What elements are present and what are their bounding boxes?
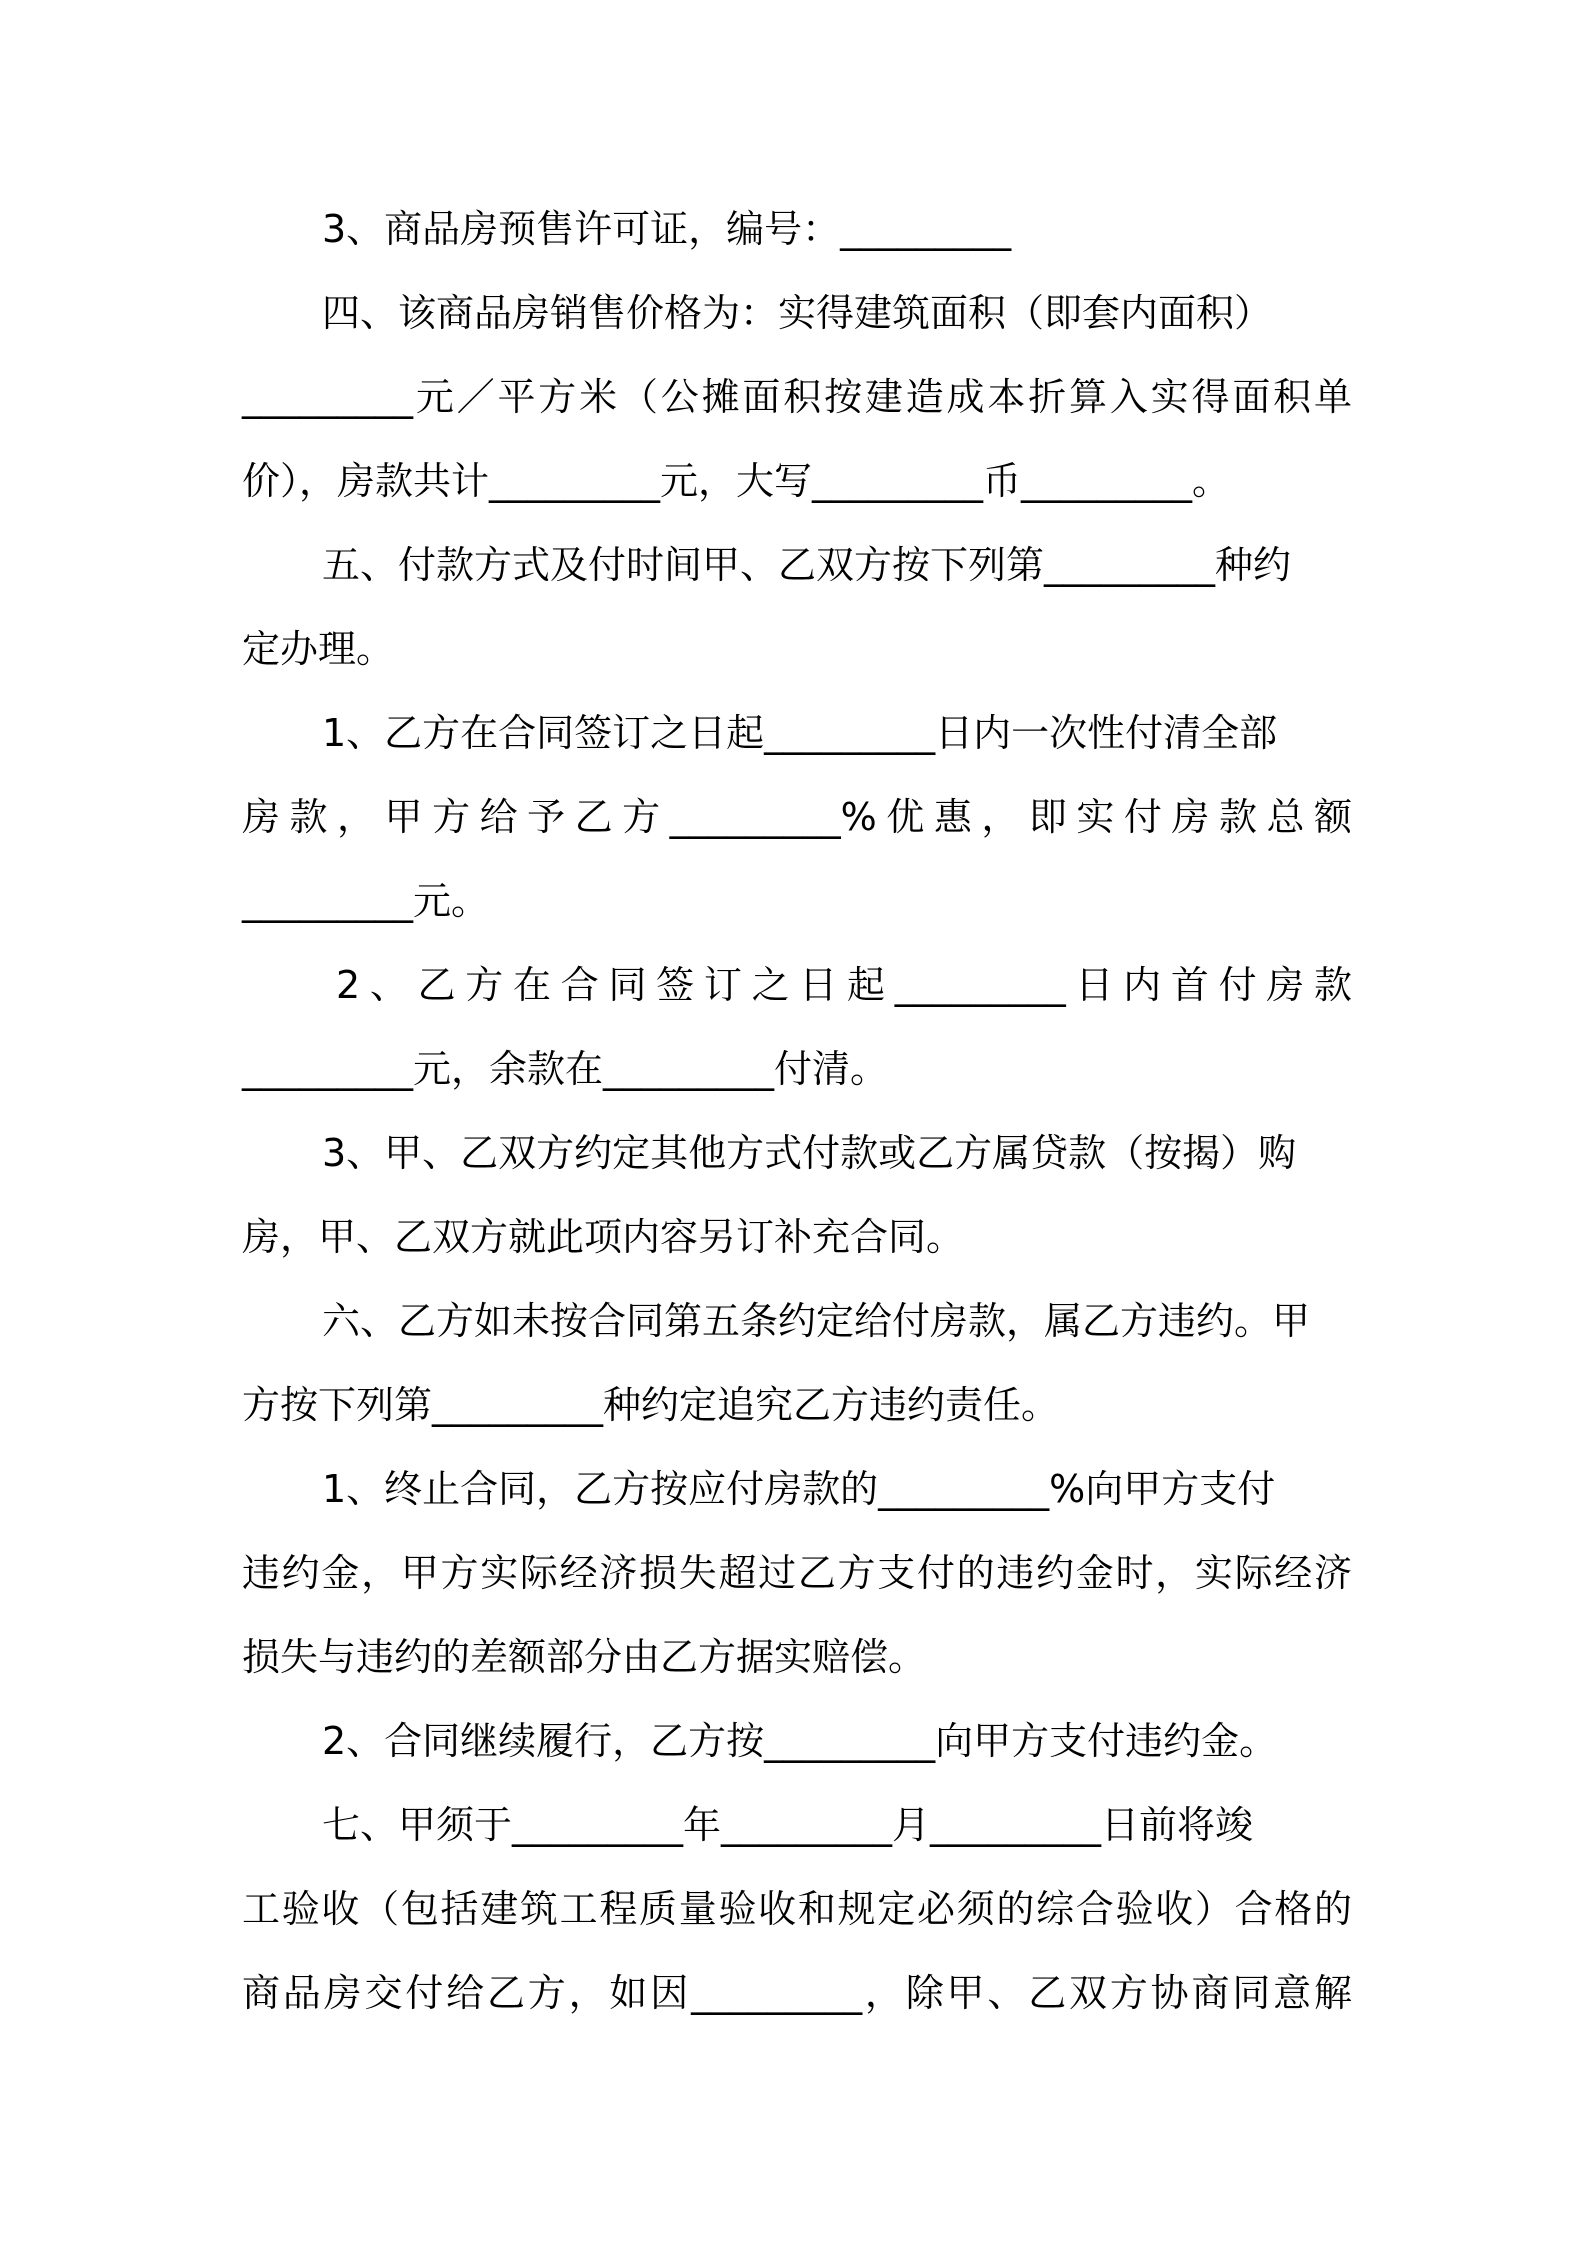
clause-line: 1、乙方在合同签订之日起_________日内一次性付清全部: [322, 711, 1278, 755]
clause-line: _________元，余款在_________付清。: [242, 1047, 889, 1091]
clause-line: 违约金，甲方实际经济损失超过乙方支付的违约金时，实际经济: [242, 1551, 1352, 1595]
clause-line: 七、甲须于_________年_________月_________日前将竣: [322, 1803, 1254, 1847]
clause-line: 1、终止合同，乙方按应付房款的_________%向甲方支付: [322, 1467, 1276, 1511]
clause-line: 3、甲、乙双方约定其他方式付款或乙方属贷款（按揭）购: [322, 1131, 1297, 1175]
clause-line: 商品房交付给乙方，如因_________，除甲、乙双方协商同意解: [242, 1971, 1352, 2015]
clause-line: 工验收（包括建筑工程质量验收和规定必须的综合验收）合格的: [242, 1887, 1352, 1931]
clause-line: 房，甲、乙双方就此项内容另订补充合同。: [242, 1215, 965, 1259]
clause-line: 四、该商品房销售价格为：实得建筑面积（即套内面积）: [322, 291, 1273, 335]
clause-line: _________元／平方米（公摊面积按建造成本折算入实得面积单: [242, 375, 1352, 419]
clause-line: 房款，甲方给予乙方_________%优惠，即实付房款总额: [242, 795, 1352, 839]
clause-line: 3、商品房预售许可证，编号：_________: [322, 207, 1012, 251]
clause-line: 2、合同继续履行，乙方按_________向甲方支付违约金。: [322, 1719, 1278, 1763]
clause-line: 价），房款共计_________元，大写_________币_________。: [242, 459, 1231, 503]
clause-line: 2、乙方在合同签订之日起_________日内首付房款: [336, 963, 1352, 1007]
clause-line: 六、乙方如未按合同第五条约定给付房款，属乙方违约。甲: [322, 1299, 1311, 1343]
clause-line: _________元。: [242, 879, 490, 923]
clause-line: 损失与违约的差额部分由乙方据实赔偿。: [242, 1635, 927, 1679]
clause-line: 方按下列第_________种约定追究乙方违约责任。: [242, 1383, 1060, 1427]
clause-line: 五、付款方式及付时间甲、乙双方按下列第_________种约: [322, 543, 1292, 587]
clause-line: 定办理。: [242, 627, 395, 671]
